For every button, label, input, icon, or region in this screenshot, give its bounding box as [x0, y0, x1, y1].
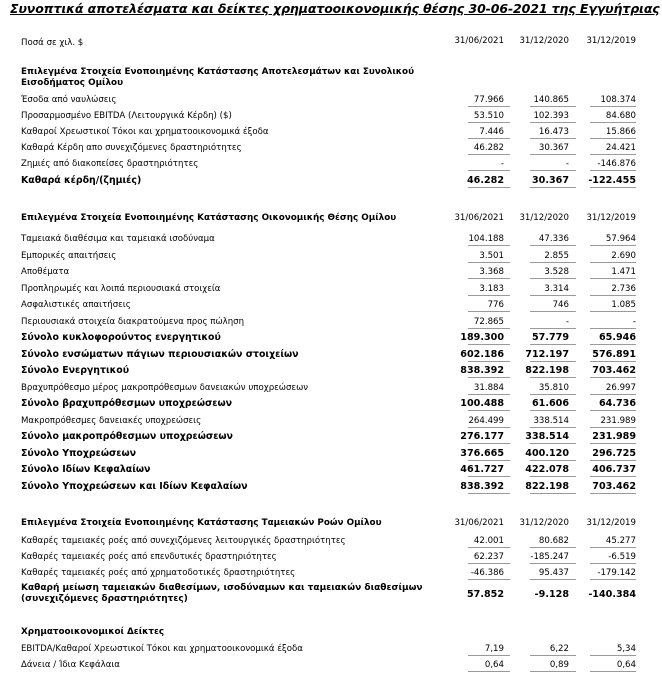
cell-underline — [590, 476, 636, 477]
balance-row-value: 61.606 — [531, 398, 569, 409]
cell-underline — [590, 295, 636, 296]
income-row-label: Ζημιές από διακοπείσες δραστηριότητες — [21, 159, 199, 169]
ratios-row-value: 0,64 — [484, 660, 504, 670]
balance-row-value: 100.488 — [460, 398, 504, 409]
cell-underline — [530, 579, 576, 580]
balance-row-label: Ταμειακά διαθέσιμα και ταμειακά ισοδύναμα — [21, 234, 215, 244]
cell-underline — [590, 170, 636, 171]
balance-row-value: 1.471 — [611, 267, 636, 277]
balance-row-value: 703.462 — [592, 365, 636, 376]
cell-underline — [590, 262, 636, 263]
income-row-value: 77.966 — [473, 95, 504, 105]
cashflow-row-value: 95.437 — [538, 568, 569, 578]
cell-underline — [590, 394, 636, 395]
balance-row-value: 461.727 — [460, 464, 504, 475]
balance-row-label: Αποθέματα — [21, 267, 70, 277]
cell-underline — [590, 563, 636, 564]
income-row-value: 46.282 — [473, 143, 504, 153]
cell-underline — [468, 460, 510, 461]
ratios-heading: Χρηματοοικονομικοί Δείκτες — [21, 627, 165, 637]
income-row-value: 30.367 — [531, 175, 569, 186]
balance-row-value: 822.198 — [525, 365, 569, 376]
cell-underline — [530, 245, 576, 246]
balance-row-value: 838.392 — [460, 481, 504, 492]
cell-underline — [468, 394, 510, 395]
balance-row-value: 57.779 — [531, 332, 569, 343]
balance-row-value: 65.946 — [598, 332, 636, 343]
cell-underline — [530, 344, 576, 345]
cell-underline — [590, 493, 636, 494]
cell-underline — [468, 655, 510, 656]
balance-row-value: 838.392 — [460, 365, 504, 376]
header-col-3: 31/12/2019 — [586, 36, 636, 46]
balance-row-value: 2.855 — [544, 251, 569, 261]
balance-row-label: Περιουσιακά στοιχεία διακρατούμενα προς πώληση — [21, 317, 245, 327]
page-title: Συνοπτικά αποτελέσματα και δείκτες χρηματοοικονομικής θέσης 30-06-2021 της Εγγυήτριας — [10, 1, 660, 16]
cell-underline — [468, 106, 510, 107]
cashflow-row-value: -185.247 — [530, 552, 569, 562]
income-row-value: 84.680 — [605, 111, 636, 121]
balance-row-value: 422.078 — [525, 464, 569, 475]
balance-row-label: Σύνολο Υποχρεώσεων και Ιδίων Κεφαλαίων — [21, 481, 248, 492]
cell-underline — [530, 427, 576, 428]
cell-underline — [590, 138, 636, 139]
cell-underline — [530, 328, 576, 329]
unit-label: Ποσά σε χιλ. $ — [21, 38, 84, 48]
cashflow-heading: Επιλεγμένα Στοιχεία Ενοποιημένης Κατάστασης Ταμειακών Ροών Ομίλου — [21, 518, 382, 528]
cell-underline — [468, 410, 510, 411]
balance-row-value: 35.810 — [538, 383, 569, 393]
cell-underline — [468, 170, 510, 171]
cell-underline — [530, 122, 576, 123]
income-row-value: 102.393 — [533, 111, 569, 121]
cashflow-row-label: Καθαρές ταμειακές ροές από χρηματοδοτικές δραστηριότητες — [21, 568, 296, 578]
income-row-label: Προσαρμοσμένο EBITDA (Λειτουργικά Κέρδη) ($) — [21, 111, 232, 121]
balance-row-value: 296.725 — [592, 448, 636, 459]
cell-underline — [468, 311, 510, 312]
balance-row-value: 3.528 — [544, 267, 569, 277]
cashflow-row-value: -179.142 — [597, 568, 636, 578]
cell-underline — [590, 579, 636, 580]
cell-underline — [468, 344, 510, 345]
cashflow-col-3: 31/12/2019 — [586, 518, 636, 528]
cell-underline — [530, 410, 576, 411]
cell-underline — [468, 328, 510, 329]
balance-heading: Επιλεγμένα Στοιχεία Ενοποιημένης Κατάστασης Οικονομικής Θέσης Ομίλου — [21, 213, 397, 223]
cell-underline — [468, 427, 510, 428]
balance-row-value: 31.884 — [473, 383, 504, 393]
cell-underline — [590, 361, 636, 362]
cell-underline — [530, 311, 576, 312]
cell-underline — [590, 278, 636, 279]
balance-row-value: - — [632, 317, 636, 327]
balance-row-label: Σύνολο Ενεργητικού — [21, 365, 130, 376]
income-row-value: - — [565, 159, 569, 169]
cell-underline — [468, 122, 510, 123]
balance-row-value: 746 — [552, 300, 569, 310]
cell-underline — [468, 245, 510, 246]
balance-row-label: Σύνολο Υποχρεώσεων — [21, 448, 137, 459]
balance-row-value: 703.462 — [592, 481, 636, 492]
balance-row-label: Εμπορικές απαιτήσεις — [21, 251, 117, 261]
ratios-row-value: 5,34 — [616, 644, 636, 654]
balance-row-label: Σύνολο Ιδίων Κεφαλαίων — [21, 464, 151, 475]
cell-underline — [468, 278, 510, 279]
balance-row-value: 26.997 — [605, 383, 636, 393]
income-row-value: 7.446 — [479, 127, 504, 137]
income-row-value: -122.455 — [588, 175, 636, 186]
cashflow-total-value-2: -9.128 — [534, 589, 569, 600]
income-row-value: 140.865 — [533, 95, 569, 105]
cell-underline — [468, 377, 510, 378]
cell-underline — [590, 344, 636, 345]
cell-underline — [468, 493, 510, 494]
balance-col-1: 31/06/2021 — [454, 213, 504, 223]
cell-underline — [468, 187, 510, 188]
cell-underline — [468, 295, 510, 296]
header-col-1: 31/06/2021 — [454, 36, 504, 46]
balance-row-value: 576.891 — [592, 349, 636, 360]
cashflow-total-label-1: Καθαρή μείωση ταμειακών διαθεσίμων, ισοδύναμων και ταμειακών διαθεσίμων — [21, 583, 423, 593]
cell-underline — [530, 170, 576, 171]
cell-underline — [468, 563, 510, 564]
cell-underline — [590, 311, 636, 312]
cell-underline — [590, 377, 636, 378]
cashflow-col-2: 31/12/2020 — [519, 518, 569, 528]
header-col-2: 31/12/2020 — [519, 36, 569, 46]
balance-row-value: 3.314 — [544, 284, 569, 294]
balance-row-value: 2.736 — [611, 284, 636, 294]
cell-underline — [590, 443, 636, 444]
cell-underline — [590, 655, 636, 656]
balance-row-value: 2.690 — [611, 251, 636, 261]
cell-underline — [468, 443, 510, 444]
cell-underline — [530, 106, 576, 107]
cell-underline — [468, 671, 510, 672]
cell-underline — [530, 187, 576, 188]
cell-underline — [530, 547, 576, 548]
ratios-row-label: EBITDA/Καθαροί Χρεωστικοί Τόκοι και χρηματοοικονομικά έξοδα — [21, 644, 303, 654]
cell-underline — [590, 122, 636, 123]
income-row-value: 30.367 — [538, 143, 569, 153]
cashflow-row-value: 62.237 — [473, 552, 504, 562]
cashflow-row-label: Καθαρές ταμειακές ροές από επενδυτικές δραστηριότητες — [21, 552, 277, 562]
cell-underline — [530, 377, 576, 378]
ratios-row-label: Δάνεια / Ίδια Κεφάλαια — [21, 660, 120, 670]
cell-underline — [590, 187, 636, 188]
balance-row-value: 406.737 — [592, 464, 636, 475]
income-row-value: - — [500, 159, 504, 169]
cell-underline — [530, 154, 576, 155]
cell-underline — [590, 460, 636, 461]
income-row-value: 108.374 — [600, 95, 636, 105]
cell-underline — [590, 328, 636, 329]
cell-underline — [530, 394, 576, 395]
cell-underline — [590, 410, 636, 411]
cashflow-row-value: 42.001 — [473, 536, 504, 546]
balance-row-value: 276.177 — [460, 431, 504, 442]
balance-row-label: Σύνολο βραχυπρόθεσμων υποχρεώσεων — [21, 398, 233, 409]
cell-underline — [530, 460, 576, 461]
balance-row-value: - — [565, 317, 569, 327]
cell-underline — [530, 278, 576, 279]
balance-row-label: Σύνολο ενσώματων πάγιων περιουσιακών στοιχείων — [21, 349, 299, 360]
cashflow-total-value-1: 57.852 — [466, 589, 504, 600]
balance-row-value: 776 — [487, 300, 504, 310]
balance-row-value: 189.300 — [460, 332, 504, 343]
cell-underline — [530, 295, 576, 296]
cell-underline — [530, 563, 576, 564]
income-heading: Επιλεγμένα Στοιχεία Ενοποιημένης Κατάστασης Αποτελεσμάτων και Συνολικού Εισοδήματος Ομίλου — [21, 67, 415, 88]
cell-underline — [530, 493, 576, 494]
cell-underline — [468, 138, 510, 139]
cell-underline — [468, 476, 510, 477]
cell-underline — [530, 671, 576, 672]
ratios-row-value: 0,64 — [616, 660, 636, 670]
income-row-value: 16.473 — [538, 127, 569, 137]
balance-row-value: 602.186 — [460, 349, 504, 360]
cell-underline — [468, 361, 510, 362]
cell-underline — [468, 262, 510, 263]
income-row-value: 15.866 — [605, 127, 636, 137]
income-row-value: 53.510 — [473, 111, 504, 121]
income-row-value: 24.421 — [605, 143, 636, 153]
cashflow-total-value-3: -140.384 — [588, 589, 636, 600]
cell-underline — [530, 655, 576, 656]
ratios-row-value: 0,89 — [549, 660, 569, 670]
cashflow-row-label: Καθαρές ταμειακές ροές από συνεχιζόμενες λειτουργικές δραστηριότητες — [21, 536, 346, 546]
income-row-value: -146.876 — [597, 159, 636, 169]
balance-row-value: 712.197 — [525, 349, 569, 360]
balance-row-value: 3.368 — [479, 267, 504, 277]
cell-underline — [530, 476, 576, 477]
balance-row-value: 338.514 — [533, 416, 569, 426]
balance-row-value: 72.865 — [473, 317, 504, 327]
income-row-label: Έσοδα από ναυλώσεις — [21, 95, 117, 105]
balance-row-value: 822.198 — [525, 481, 569, 492]
cashflow-row-value: 80.682 — [538, 536, 569, 546]
cell-underline — [590, 106, 636, 107]
income-row-label: Καθαρά κέρδη/(ζημιές) — [21, 175, 142, 186]
balance-row-label: Ασφαλιστικές απαιτήσεις — [21, 300, 131, 310]
cashflow-row-value: -46.386 — [470, 568, 504, 578]
balance-row-label: Προπληρωμές και λοιπά περιουσιακά στοιχεία — [21, 284, 221, 294]
balance-row-value: 3.501 — [479, 251, 504, 261]
balance-row-label: Σύνολο κυκλοφορούντος ενεργητικού — [21, 332, 221, 343]
cell-underline — [468, 154, 510, 155]
cell-underline — [590, 427, 636, 428]
balance-row-label: Σύνολο μακροπρόθεσμων υποχρεώσεων — [21, 431, 233, 442]
balance-row-value: 3.183 — [479, 284, 504, 294]
balance-row-value: 338.514 — [525, 431, 569, 442]
cell-underline — [468, 547, 510, 548]
balance-row-value: 47.336 — [538, 234, 569, 244]
cell-underline — [590, 547, 636, 548]
ratios-row-value: 7,19 — [484, 644, 504, 654]
cell-underline — [530, 138, 576, 139]
cell-underline — [590, 245, 636, 246]
ratios-row-value: 6,22 — [549, 644, 569, 654]
balance-row-value: 264.499 — [468, 416, 504, 426]
balance-col-3: 31/12/2019 — [586, 213, 636, 223]
cell-underline — [590, 671, 636, 672]
cashflow-row-value: 45.277 — [605, 536, 636, 546]
balance-row-value: 1.085 — [611, 300, 636, 310]
balance-row-value: 57.964 — [605, 234, 636, 244]
cell-underline — [468, 579, 510, 580]
balance-row-value: 231.989 — [600, 416, 636, 426]
balance-row-value: 231.989 — [592, 431, 636, 442]
income-row-value: 46.282 — [466, 175, 504, 186]
cell-underline — [530, 262, 576, 263]
cell-underline — [530, 361, 576, 362]
income-row-label: Καθαροί Χρεωστικοί Τόκοι και χρηματοοικονομικά έξοδα — [21, 127, 269, 137]
balance-row-label: Μακροπρόθεσμες δανειακές υποχρεώσεις — [21, 416, 202, 426]
cashflow-total-label-2: (συνεχιζόμενες δραστηριότητες) — [21, 594, 188, 604]
cashflow-col-1: 31/06/2021 — [454, 518, 504, 528]
balance-col-2: 31/12/2020 — [519, 213, 569, 223]
balance-row-label: Βραχυπρόθεσμο μέρος μακροπρόθεσμων δανειακών υποχρεώσεων — [21, 383, 309, 393]
balance-row-value: 64.736 — [598, 398, 636, 409]
cell-underline — [590, 154, 636, 155]
income-row-label: Καθαρά Κέρδη απο συνεχιζόμενες δραστηριότητες — [21, 143, 242, 153]
balance-row-value: 376.665 — [460, 448, 504, 459]
cell-underline — [530, 443, 576, 444]
balance-row-value: 104.188 — [468, 234, 504, 244]
balance-row-value: 400.120 — [525, 448, 569, 459]
cashflow-row-value: -6.519 — [608, 552, 636, 562]
